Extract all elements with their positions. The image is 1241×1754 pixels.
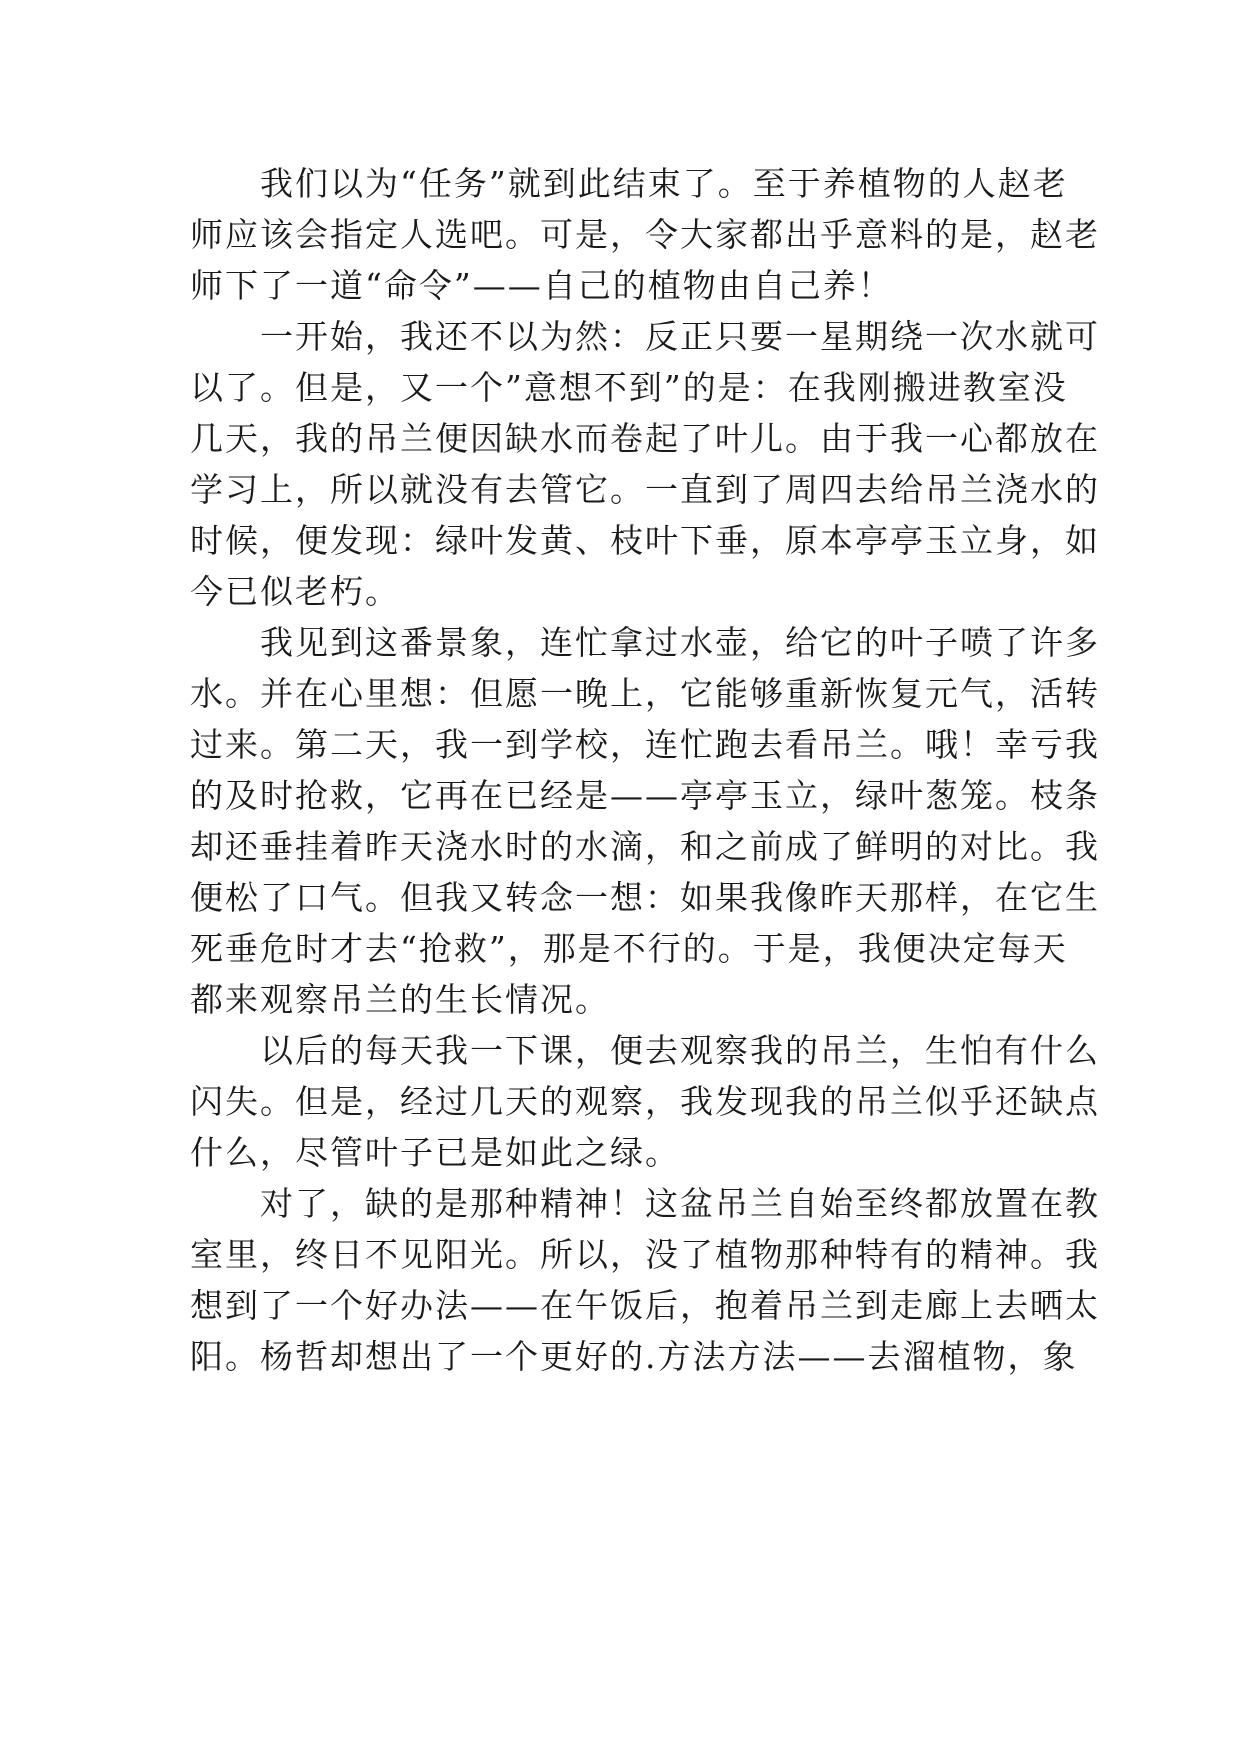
text-line: 对了，缺的是那种精神！这盆吊兰自始至终都放置在教	[260, 1184, 1100, 1223]
text-line: 阳。杨哲却想出了一个更好的.方法方法——去溜植物，象	[190, 1337, 1078, 1376]
text-line: 以后的每天我一下课，便去观察我的吊兰，生怕有什么	[260, 1031, 1100, 1070]
text-line: 的及时抢救，它再在已经是——亭亭玉立，绿叶葱笼。枝条	[190, 776, 1100, 815]
text-line: 以了。但是，又一个”意想不到”的是：在我刚搬进教室没	[190, 368, 1068, 407]
text-line: 却还垂挂着昨天浇水时的水滴，和之前成了鲜明的对比。我	[190, 827, 1100, 866]
text-line: 我见到这番景象，连忙拿过水壶，给它的叶子喷了许多	[260, 623, 1100, 662]
text-line: 想到了一个好办法——在午饭后，抱着吊兰到走廊上去晒太	[190, 1286, 1100, 1325]
text-line: 什么，尽管叶子已是如此之绿。	[190, 1133, 680, 1172]
text-line: 学习上，所以就没有去管它。一直到了周四去给吊兰浇水的	[190, 470, 1100, 509]
text-line: 几天，我的吊兰便因缺水而卷起了叶儿。由于我一心都放在	[190, 419, 1100, 458]
text-line: 水。并在心里想：但愿一晚上，它能够重新恢复元气，活转	[190, 674, 1100, 713]
text-line: 我们以为“任务”就到此结束了。至于养植物的人赵老	[260, 164, 1068, 203]
document-body	[190, 158, 1100, 1382]
text-line: 师应该会指定人选吧。可是，令大家都出乎意料的是，赵老	[190, 215, 1100, 254]
text-line: 死垂危时才去“抢救”，那是不行的。于是，我便决定每天	[190, 929, 1068, 968]
text-line: 今已似老朽。	[190, 572, 400, 611]
text-line: 闪失。但是，经过几天的观察，我发现我的吊兰似乎还缺点	[190, 1082, 1100, 1121]
text-line: 一开始，我还不以为然：反正只要一星期绕一次水就可	[260, 317, 1100, 356]
text-line: 室里，终日不见阳光。所以，没了植物那种特有的精神。我	[190, 1235, 1100, 1274]
text-line: 都来观察吊兰的生长情况。	[190, 980, 610, 1019]
text-line: 师下了一道“命令”——自己的植物由自己养！	[190, 266, 893, 305]
text-line: 过来。第二天，我一到学校，连忙跑去看吊兰。哦！幸亏我	[190, 725, 1100, 764]
text-line: 便松了口气。但我又转念一想：如果我像昨天那样，在它生	[190, 878, 1100, 917]
text-line: 时候，便发现：绿叶发黄、枝叶下垂，原本亭亭玉立身，如	[190, 521, 1100, 560]
